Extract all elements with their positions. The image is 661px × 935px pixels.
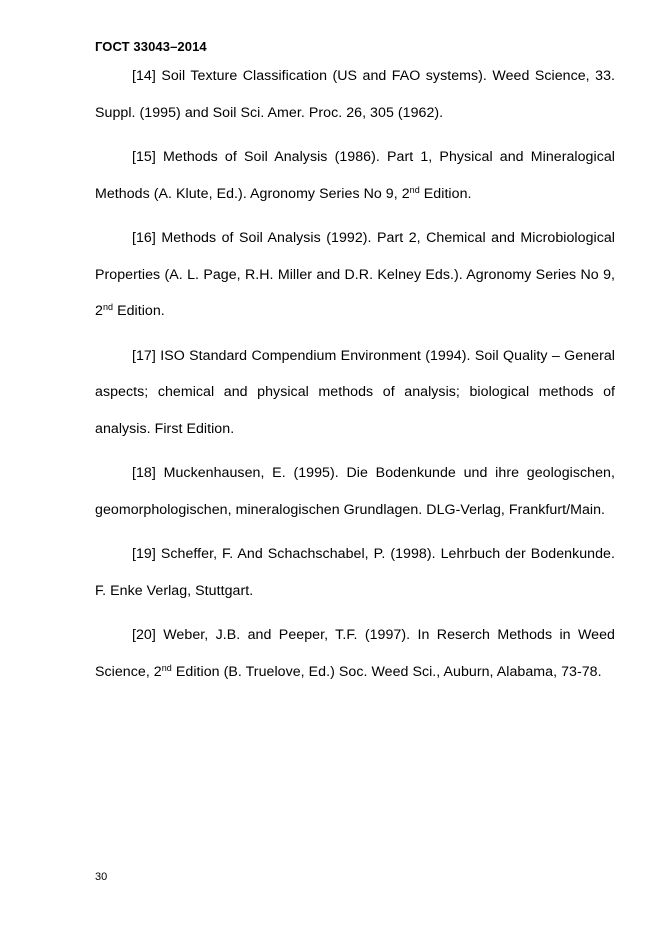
reference-item bbox=[95, 220, 615, 330]
reference-item bbox=[95, 617, 615, 690]
reference-number: [19] bbox=[132, 546, 156, 562]
reference-number: [15] bbox=[132, 149, 156, 165]
ordinal-suffix: nd bbox=[102, 302, 114, 312]
bibliography-list bbox=[95, 58, 615, 690]
standard-header: ГОСТ 33043–2014 bbox=[95, 39, 207, 54]
reference-number: [18] bbox=[132, 465, 156, 481]
reference-item bbox=[95, 536, 615, 609]
ordinal-suffix: nd bbox=[409, 184, 420, 195]
reference-text: Methods of Soil Analysis (1986). Part 1, Physical and Mineralogical Methods (A. Klute, Ed.). Agronomy Series No 9, 2 bbox=[95, 149, 615, 202]
reference-text: Weber, J.B. and Peeper, T.F. (1997). In Reserch Methods in Weed Science, 2 bbox=[95, 627, 615, 680]
reference-item bbox=[95, 139, 615, 212]
reference-text-tail: Edition (B. Truelove, Ed.) Soc. Weed Sci., Auburn, Alabama, 73-78. bbox=[171, 663, 602, 680]
ordinal-suffix: nd bbox=[161, 662, 172, 673]
reference-item bbox=[95, 58, 615, 131]
reference-item bbox=[95, 338, 615, 448]
reference-text: Soil Texture Classification (US and FAO systems). Weed Science, 33. Suppl. (1995) and Soil Sci. Amer. Proc. 26, 305 (1962). bbox=[95, 68, 615, 121]
reference-number: [16] bbox=[132, 230, 156, 246]
reference-number: [20] bbox=[132, 627, 156, 643]
reference-number: [14] bbox=[132, 68, 156, 84]
reference-text: Scheffer, F. And Schachschabel, P. (1998). Lehrbuch der Bodenkunde. F. Enke Verlag, Stuttgart. bbox=[95, 546, 615, 599]
reference-text: Muckenhausen, E. (1995). Die Bodenkunde und ihre geologischen, geomorphologischen, mineralogischen Grundlagen. DLG-Verlag, Frankfurt/Main. bbox=[95, 465, 615, 518]
reference-text: Methods of Soil Analysis (1992). Part 2, Chemical and Microbiological Properties (A. L. Page, R.H. Miller and D.R. Kelney Eds.). Agronomy Series No 9, 2 bbox=[95, 230, 615, 319]
reference-item bbox=[95, 455, 615, 528]
reference-text-tail: Edition. bbox=[419, 185, 472, 202]
reference-text: ISO Standard Compendium Environment (1994). Soil Quality – General aspects; chemical and physical methods of analysis; biological methods of analysis. First Edition. bbox=[95, 347, 615, 437]
reference-number: [17] bbox=[132, 347, 156, 364]
reference-text-tail: Edition. bbox=[113, 303, 165, 319]
page-number: 30 bbox=[95, 871, 108, 883]
